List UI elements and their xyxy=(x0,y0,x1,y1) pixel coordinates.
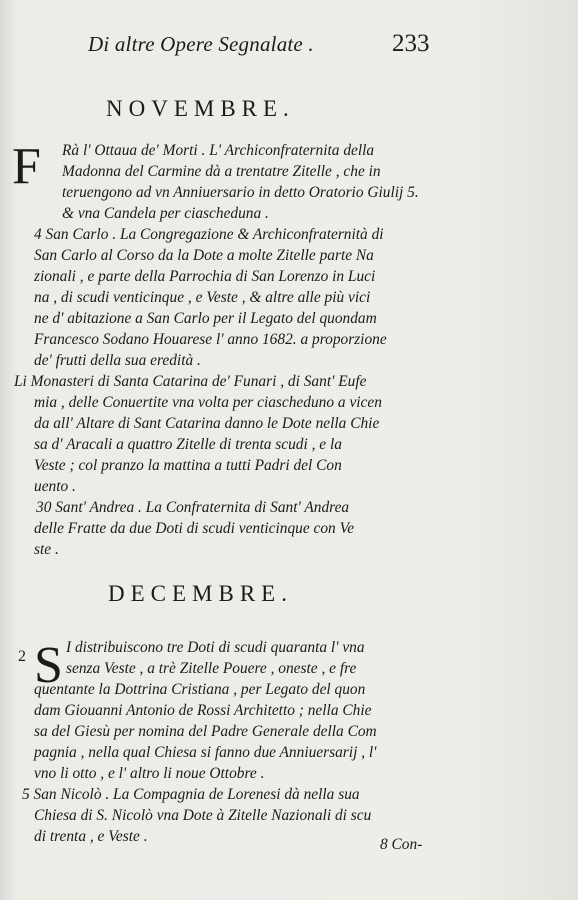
text-line: sa del Giesù per nomina del Padre Generale della Com xyxy=(34,723,377,740)
text-line: senza Veste , a trè Zitelle Pouere , oneste , e fre xyxy=(66,660,357,677)
december-text xyxy=(14,637,464,847)
text-line: zionali , e parte della Parrochia di San Lorenzo in Luci xyxy=(34,268,376,285)
text-line: vno li otto , e l' altro li noue Ottobre . xyxy=(34,765,265,782)
text-line: & vna Candela per ciascheduna . xyxy=(62,205,269,222)
text-line: mia , delle Conuertite vna volta per ciascheduno a vicen xyxy=(34,394,382,411)
page-number: 233 xyxy=(392,30,430,57)
text-line: uento . xyxy=(34,478,76,495)
text-line: 5 San Nicolò . La Compagnia de Lorenesi dà nella sua xyxy=(22,786,360,803)
text-line: 4 San Carlo . La Congregazione & Archiconfraternità di xyxy=(34,226,384,243)
november-text xyxy=(14,140,464,560)
text-line: Li Monasteri di Santa Catarina de' Funari , di Sant' Eufe xyxy=(14,373,367,390)
text-line: Rà l' Ottaua de' Morti . L' Archiconfraternita della xyxy=(62,142,375,159)
text-line: de' frutti della sua eredità . xyxy=(34,352,201,369)
text-line: San Carlo al Corso da la Dote a molte Zitelle parte Na xyxy=(34,247,374,264)
margin-day-number: 2 xyxy=(18,648,26,665)
drop-cap-s: S xyxy=(34,637,63,694)
text-line: ste . xyxy=(34,541,59,558)
running-title: Di altre Opere Segnalate . xyxy=(88,32,314,56)
text-line: Madonna del Carmine dà a trentatre Zitelle , che in xyxy=(62,163,381,180)
text-line: pagnia , nella qual Chiesa si fanno due Anniuersarij , l' xyxy=(34,744,377,761)
text-line: quentante la Dottrina Cristiana , per Legato del quon xyxy=(34,681,366,698)
drop-cap-f: F xyxy=(12,138,41,195)
text-line: I distribuiscono tre Doti di scudi quaranta l' vna xyxy=(66,639,365,656)
text-line: da all' Altare di Sant Catarina danno le Dote nella Chie xyxy=(34,415,380,432)
section-title-december: DECEMBRE. xyxy=(108,581,293,606)
text-line: teruengono ad vn Anniuersario in detto Oratorio Giulij 5. xyxy=(62,184,419,201)
text-line: na , di scudi venticinque , e Veste , & altre alle più vici xyxy=(34,289,371,306)
catchword: 8 Con- xyxy=(380,836,423,853)
text-line: Chiesa di S. Nicolò vna Dote à Zitelle Nazionali di scu xyxy=(34,807,372,824)
text-line: Francesco Sodano Houarese l' anno 1682. a proporzione xyxy=(34,331,387,348)
text-line: sa d' Aracali a quattro Zitelle di trenta scudi , e la xyxy=(34,436,342,453)
text-line: delle Fratte da due Doti di scudi venticinque con Ve xyxy=(34,520,355,537)
text-line: dam Giouanni Antonio de Rossi Architetto ; nella Chie xyxy=(34,702,372,719)
text-line: di trenta , e Veste . xyxy=(34,828,148,845)
section-title-november: NOVEMBRE. xyxy=(106,96,295,121)
text-line: 30 Sant' Andrea . La Confraternita di Sant' Andrea xyxy=(36,499,350,516)
text-line: Veste ; col pranzo la mattina a tutti Padri del Con xyxy=(34,457,342,474)
text-line: ne d' abitazione a San Carlo per il Legato del quondam xyxy=(34,310,377,327)
